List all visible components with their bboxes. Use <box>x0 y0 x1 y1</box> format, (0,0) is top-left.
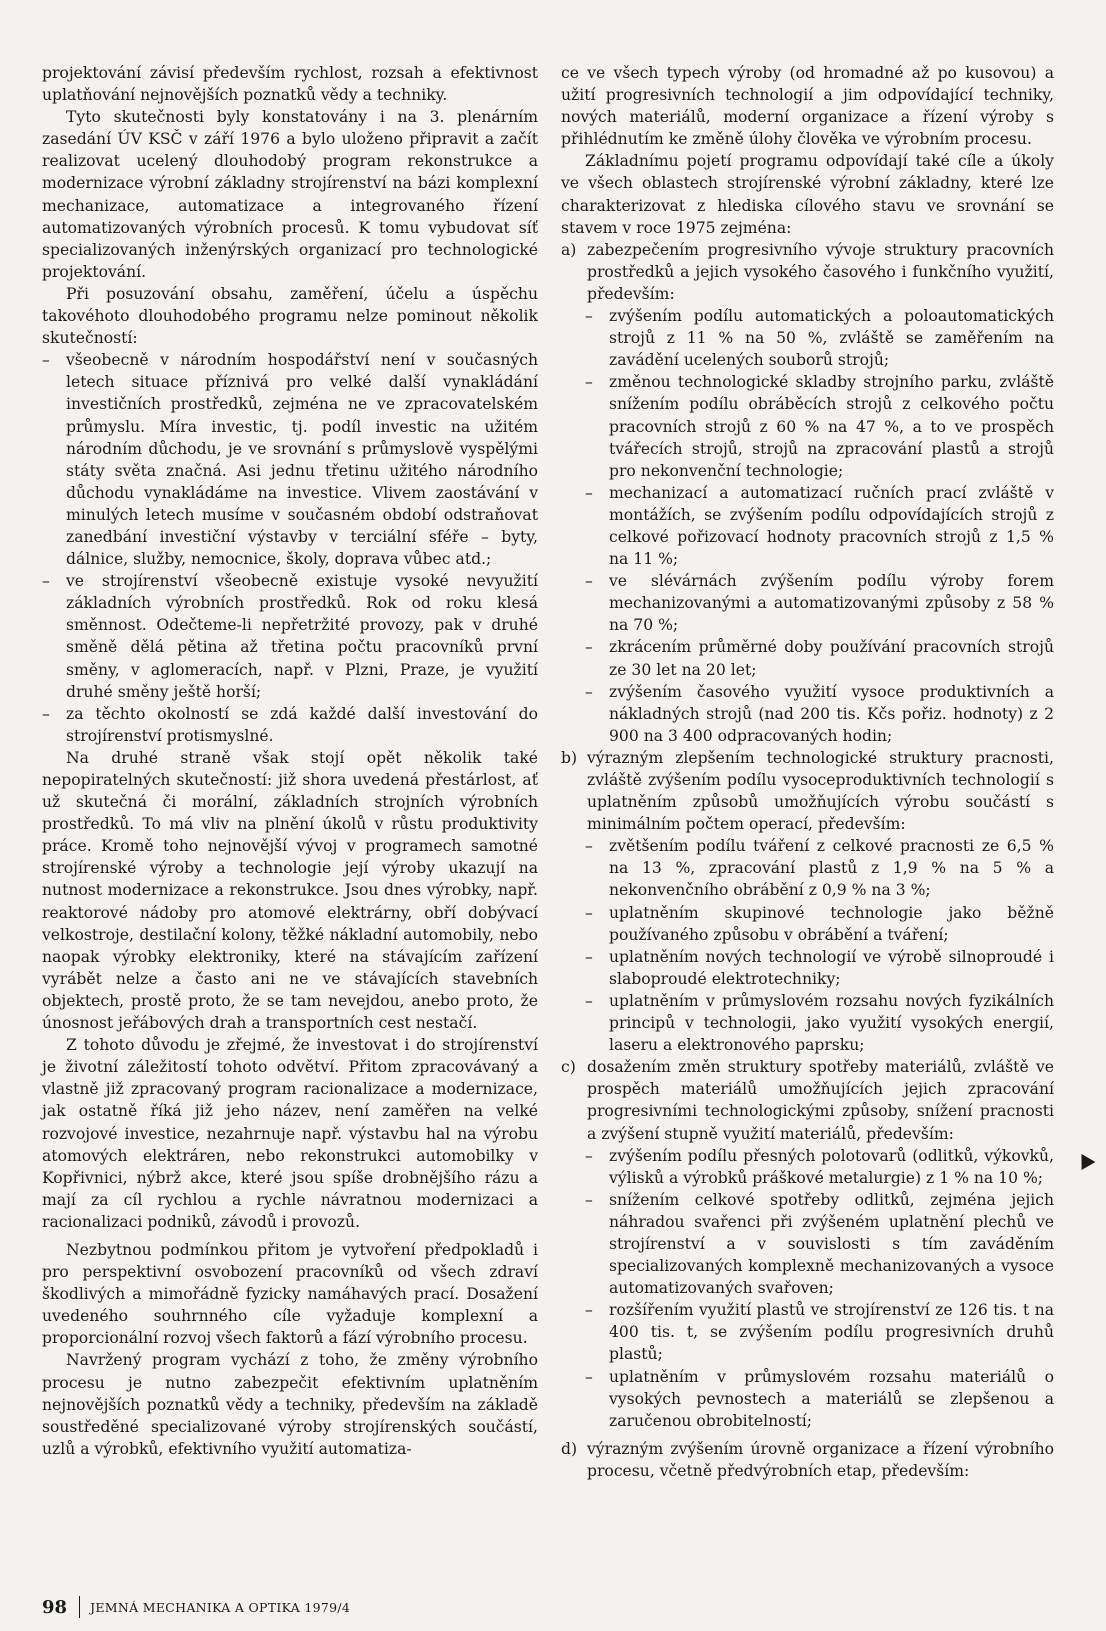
list-item-d <box>561 1438 1054 1482</box>
paragraph: Na druhé straně však stojí opět několik také nepopiratelných skutečností: již shora uvedená přestárlost, ať už skutečná či morální, základních strojních výrobních prostředků. To má vliv na plnění úkolů v růstu produktivity práce. Kromě toho nejnovější vývoj v programech samotné strojírenské výroby a technologie její výroby ukazují na nutnost modernizace a rekonstrukce. Jsou dnes výrobky, např. reaktorové nádoby pro atomové elektrárny, obří dobývací velkostroje, destilační kolony, těžké nákladní automobily, nebo naopak výrobky elektroniky, které na stávajícím zařízení vyrábět nelze a často ani ne ve stávajících stavebních objektech, prostě proto, že se tam nevejdou, anebo proto, že únosnost jeřábových drah a transportních cest nestačí. <box>42 748 538 1033</box>
item-text: výrazným zvýšením úrovně organizace a řízení výrobního procesu, včetně předvýrobních etap, především: <box>587 1439 1054 1480</box>
paragraph: Při posuzování obsahu, zaměření, účelu a úspěchu takovéhoto dlouhodobého programu nelze pominout několik skutečností: <box>42 284 538 348</box>
dash-list-item: – všeobecně v národním hospodářství není v současných letech situace příznivá pro velké další vynakládání investičních prostředků, zejména ne ve zpracovatelském průmyslu. Míra investic, tj. podíl investic na užitém národním důchodu, je ve srovnání s průmyslově vyspělými státy světa značná. Asi jednu třetinu užitého národního důchodu vynakládáme na investice. Vlivem zaostávání v minulých letech musíme v současném období odstraňovat zanedbání investiční výstavby v terciální sféře – byty, dálnice, služby, nemocnice, školy, doprava vůbec atd.; <box>42 349 538 570</box>
item-text: dosažením změn struktury spotřeby materiálů, zvláště ve prospěch materiálů umožňujících jejich zpracování progresivními technologickými způsoby, snížení pracnosti a zvýšení stupně využití materiálů, především: <box>587 1058 1054 1143</box>
left-column <box>42 62 538 1460</box>
dash-list-item: – změnou technologické skladby strojního parku, zvláště snížením podílu obráběcích strojů z celkového počtu pracovních strojů z 60 % na 47 %, a to ve prospěch tvářecích strojů, strojů na zpracování plastů a strojů pro nekonvenční technologie; <box>561 371 1054 481</box>
item-text: zabezpečením progresivního vývoje struktury pracovních prostředků a jejich vysokého časového i funkčního využití, především: <box>587 240 1054 303</box>
dash-list-item: – uplatněním v průmyslovém rozsahu nových fyzikálních principů v technologii, jako využití vysokých energií, laseru a elektronového paprsku; <box>561 990 1054 1056</box>
paragraph: Z tohoto důvodu je zřejmé, že investovat i do strojírenství je životní záležitostí tohoto odvětví. Přitom zpracovávaný a vlastně již zpracovaný program racionalizace a modernizace, jak ostatně říká již jeho název, není zaměřen na velké rozvojové investice, nezahrnuje např. výstavbu hal na výrobu atomových elektráren, nebo rekonstrukci automobilky v Kopřivnici, nýbrž akce, které jsou spíše drobnějšího rázu a mají za cíl rychlou a rychle návratnou modernizaci a racionalizaci podniků, závodů i provozů. <box>42 1036 538 1231</box>
dash-list-item: – uplatněním v průmyslovém rozsahu materiálů o vysokých pevnostech a materiálů se zlepšenou a zaručenou obrobitelností; <box>561 1366 1054 1432</box>
journal-title: JEMNÁ MECHANIKA A OPTIKA 1979/4 <box>90 1599 351 1615</box>
paragraph: Navržený program vychází z toho, že změny výrobního procesu je nutno zabezpečit efektivním uplatněním nejnovějších poznatků vědy a techniky, především na základě soustředěné specializované výroby strojírenských součástí, uzlů a výrobků, efektivního využití automatiza- <box>42 1351 538 1458</box>
dash-list-item: – zvětšením podílu tváření z celkové pracnosti ze 6,5 % na 13 %, zpracování plastů z 1,9 % na 5 % a nekonvenčního obrábění z 0,9 % na 3 %; <box>561 835 1054 901</box>
item-label: c) <box>561 1058 576 1077</box>
paragraph: Tyto skutečnosti byly konstatovány i na 3. plenárním zasedání ÚV KSČ v září 1976 a bylo uloženo připravit a začít realizovat ucelený dlouhodobý program rekonstrukce a modernizace výrobní základny strojírenství na bázi komplexní mechanizace, automatizace a integrovaného řízení automatizovaných výrobních procesů. K tomu vybudovat síť specializovaných inženýrských organizací pro technologické projektování. <box>42 108 538 281</box>
paragraph: ce ve všech typech výroby (od hromadné až po kusovou) a užití progresivních technologií a jim odpovídající techniky, nových materiálů, moderní organizace a řízení výroby s přihlédnutím ke změně úlohy člověka ve výrobním procesu. <box>561 64 1054 149</box>
paragraph: Základnímu pojetí programu odpovídají také cíle a úkoly ve všech oblastech strojírenské výrobní základny, které lze charakterizovat z hlediska cílového stavu ve srovnání se stavem v roce 1975 zejména: <box>561 152 1054 237</box>
dash-list-item: – zkrácením průměrné doby používání pracovních strojů ze 30 let na 20 let; <box>561 636 1054 680</box>
list-item-c <box>561 1056 1054 1144</box>
margin-mark <box>1075 1150 1096 1170</box>
dash-list-item: – zvýšením časového využití vysoce produktivních a nákladných strojů (nad 200 tis. Kčs pořiz. hodnoty) z 2 900 na 3 400 odpracovaných hodin; <box>561 681 1054 747</box>
dash-list-item: – zvýšením podílu automatických a poloautomatických strojů z 11 % na 50 %, zvláště se zaměřením na zavádění ucelených souborů strojů; <box>561 305 1054 371</box>
item-text: výrazným zlepšením technologické struktury pracnosti, zvláště zvýšením podílu vysoceproduktivních technologií s uplatněním způsobů umožňujících výrobu součástí s minimálním počtem operací, především: <box>587 748 1054 834</box>
dash-list-item: – mechanizací a automatizací ručních prací zvláště v montážích, se zvýšením podílu odpovídajících strojů z celkové pořizovací hodnoty pracovních strojů z 1,5 % na 11 %; <box>561 482 1054 570</box>
page-number: 98 <box>42 1596 68 1618</box>
item-label: d) <box>561 1439 578 1458</box>
dash-list-item: – uplatněním nových technologií ve výrobě silnoproudé i slaboproudé elektrotechniky; <box>561 946 1054 990</box>
paragraph: Nezbytnou podmínkou přitom je vytvoření předpokladů i pro perspektivní osvobození pracovníků od všech zdraví škodlivých a mimořádně fyzicky namáhavých prací. Dosažení uvedeného souhrnného cíle vyžaduje komplexní a proporcionální rozvoj všech faktorů a fází výrobního procesu. <box>42 1240 538 1348</box>
right-column <box>561 62 1054 1482</box>
item-label: b) <box>561 748 578 767</box>
dash-list-item: – ve slévárnách zvýšením podílu výroby forem mechanizovanými a automatizovanými způsoby z 58 % na 70 %; <box>561 570 1054 636</box>
dash-list-item: – ve strojírenství všeobecně existuje vysoké nevyužití základních výrobních prostředků. Rok od roku klesá směnnost. Odečteme-li nepřetržité provozy, pak v druhé směně dělá pětina až třetina počtu pracovníků první směny, v aglomeracích, např. v Plzni, Praze, je využití druhé směny ještě horší; <box>42 570 538 703</box>
footer-divider <box>79 1596 80 1618</box>
list-item-b <box>561 747 1054 835</box>
paragraph: projektování závisí především rychlost, rozsah a efektivnost uplatňování nejnovějších poznatků vědy a techniky. <box>42 64 538 105</box>
item-label: a) <box>561 240 577 259</box>
dash-list-item: – rozšířením využití plastů ve strojírenství ze 126 tis. t na 400 tis. t, se zvýšením podílu progresivních druhů plastů; <box>561 1299 1054 1365</box>
dash-list-item: – za těchto okolností se zdá každé další investování do strojírenství protismyslné. <box>42 703 538 747</box>
page-footer <box>42 1596 350 1618</box>
dash-list-item: – zvýšením podílu přesných polotovarů (odlitků, výkovků, výlisků a výrobků práškové metalurgie) z 1 % na 10 %; <box>561 1145 1054 1189</box>
list-item-a <box>561 239 1054 305</box>
dash-list-item: – snížením celkové spotřeby odlitků, zejména jejich náhradou svařenci při zvýšeném uplatnění plechů ve strojírenství a v souvislosti s tím zaváděním specializovaných komplexně mechanizovaných a vysoce automatizovaných svařoven; <box>561 1189 1054 1299</box>
dash-list-item: – uplatněním skupinové technologie jako běžně používaného způsobu v obrábění a tváření; <box>561 902 1054 946</box>
